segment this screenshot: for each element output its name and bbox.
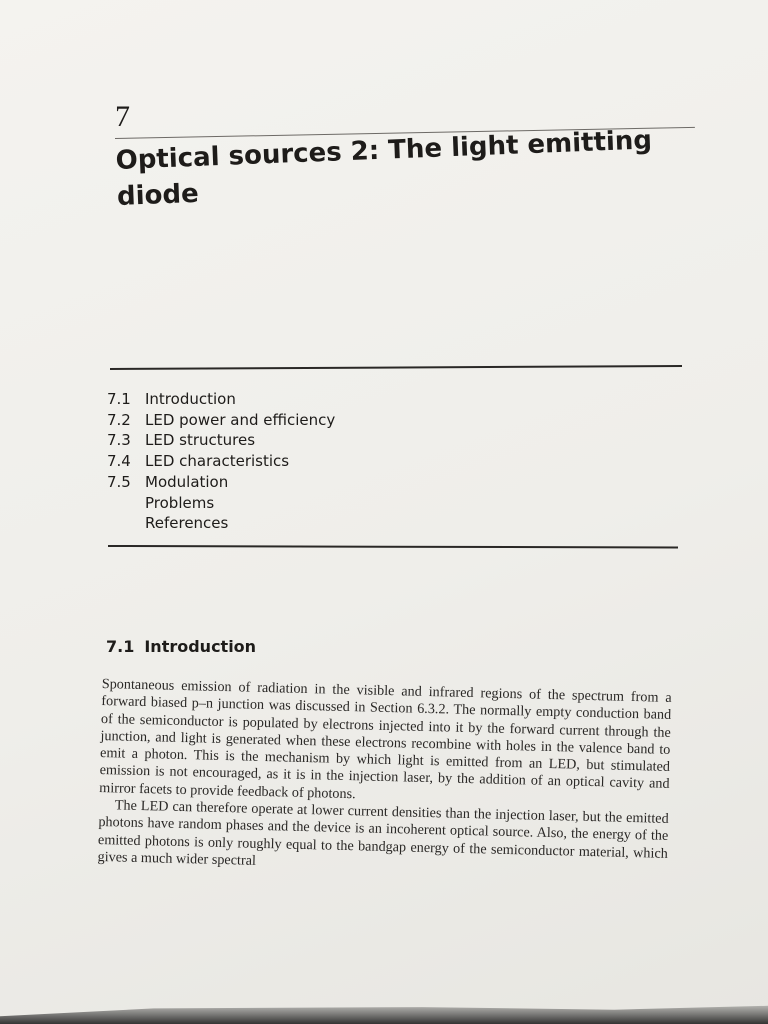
section-number: 7.1: [106, 637, 135, 656]
paragraph: The LED can therefore operate at lower current densities than the injection laser, but the emitted photons have random phases and the device is an incoherent optical source. Also, the energy of the emitted photons is only roughly equal to the bandgap energy of the semiconductor material, which gives a much wider spectral: [97, 797, 669, 869]
toc-item-label: Introduction: [145, 390, 236, 408]
toc-item-label: LED characteristics: [145, 452, 290, 471]
toc-item-label: Modulation: [145, 472, 229, 491]
toc-item-number: [107, 493, 145, 514]
toc-item: [107, 410, 335, 431]
toc-item-number: 7.2: [107, 410, 131, 429]
section-title: Introduction: [144, 637, 257, 656]
section-heading: [106, 637, 256, 656]
toc-item-label: LED structures: [145, 431, 256, 450]
chapter-title: Optical sources 2: The light emitting diode: [115, 125, 653, 212]
toc-item-label: References: [145, 514, 229, 533]
toc-item-label: Problems: [145, 493, 215, 512]
toc-item: [107, 513, 335, 534]
toc-item: [107, 493, 335, 514]
chapter-contents: [107, 389, 335, 534]
toc-item-number: 7.5: [107, 472, 131, 491]
toc-bottom-rule: [108, 545, 678, 548]
toc-item-number: 7.4: [107, 452, 131, 471]
toc-item: [107, 451, 335, 472]
paragraph: Spontaneous emission of radiation in the visible and infrared regions of the spectrum from a forward biased p–n junction was discussed in Section 6.3.2. The normally empty conduction band of the semiconductor is populated by electrons injected into it by the forward current through the junction, and light is generated when these electrons recombine with holes in the valence band to emit a photon. This is the mechanism by which light is emitted from an LED, but stimulated emission is not encouraged, as it is in the injection laser, by the addition of an optical cavity and mirror facets to provide feedback of photons.: [99, 676, 672, 803]
body-text: [97, 676, 671, 880]
chapter-number: 7: [115, 100, 130, 133]
toc-item-number: [107, 513, 145, 534]
toc-item-label: LED power and efficiency: [145, 410, 336, 429]
toc-top-rule: [110, 365, 682, 370]
toc-item-number: 7.1: [107, 390, 131, 408]
toc-item: [107, 389, 335, 410]
toc-item: [107, 430, 335, 451]
toc-item: [107, 472, 335, 493]
toc-item-number: 7.3: [107, 431, 131, 450]
page-edge-shadow: [0, 998, 768, 1024]
